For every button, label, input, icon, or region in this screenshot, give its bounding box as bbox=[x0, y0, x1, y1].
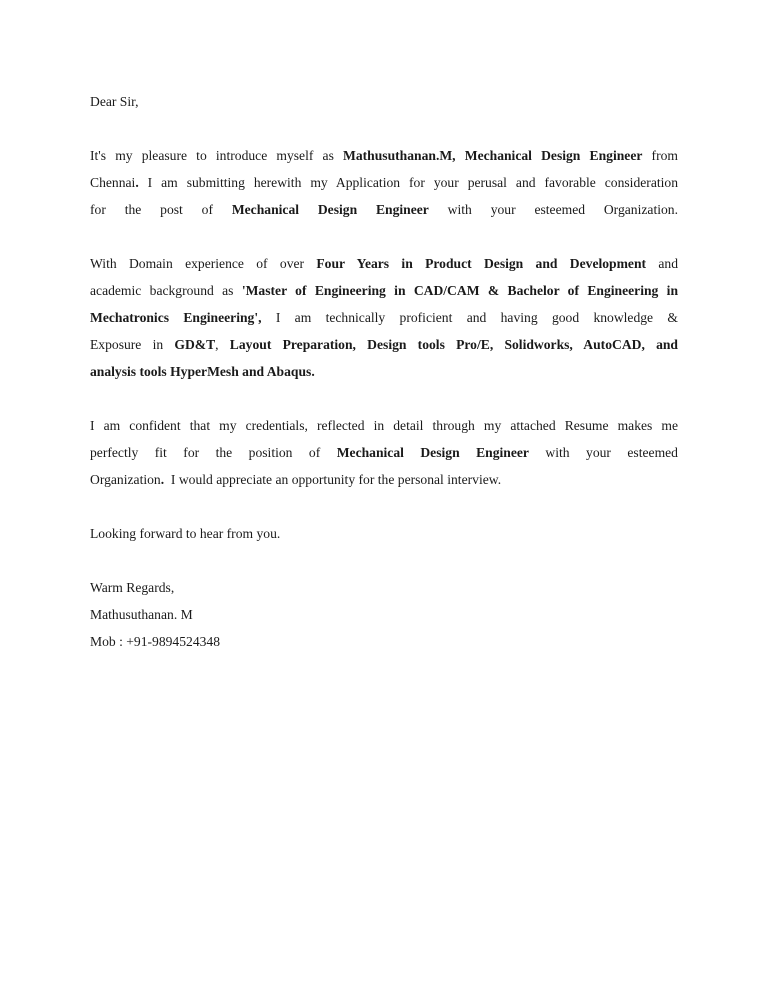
experience-line-1 bbox=[90, 250, 678, 277]
text-run: I would appreciate an opportunity for the personal interview. bbox=[164, 472, 502, 487]
text-run: Organization bbox=[90, 472, 161, 487]
experience-highlight: Four Years in Product Design and Development bbox=[316, 256, 647, 271]
skill-highlight: GD&T bbox=[174, 337, 216, 352]
text-run: and bbox=[646, 256, 679, 271]
paragraph-gap bbox=[90, 223, 678, 250]
text-run: perfectly fit for the position of bbox=[90, 445, 337, 460]
text-run: with your esteemed bbox=[528, 445, 678, 460]
confidence-paragraph bbox=[90, 412, 678, 493]
salutation: Dear Sir, bbox=[90, 94, 139, 109]
signature-name: Mathusuthanan. M bbox=[90, 607, 193, 622]
text-run: for the post of bbox=[90, 202, 232, 217]
period: . bbox=[135, 175, 139, 190]
tools-highlight: analysis tools HyperMesh and Abaqus. bbox=[90, 364, 315, 379]
text-run: with your esteemed Organization. bbox=[428, 202, 678, 217]
closing-line: Looking forward to hear from you. bbox=[90, 526, 281, 541]
text-run: from bbox=[642, 148, 678, 163]
experience-line-3 bbox=[90, 304, 678, 331]
experience-line-2 bbox=[90, 277, 678, 304]
skills-highlight: Layout Preparation, Design tools Pro/E, Solidworks, AutoCAD, and bbox=[229, 337, 678, 352]
paragraph-gap bbox=[90, 547, 678, 574]
period: . bbox=[160, 472, 165, 487]
regards: Warm Regards, bbox=[90, 580, 175, 595]
intro-line-1 bbox=[90, 142, 678, 169]
position-title: Mechanical Design Engineer bbox=[231, 202, 429, 217]
experience-paragraph bbox=[90, 250, 678, 385]
cover-letter bbox=[90, 88, 678, 655]
paragraph-gap bbox=[90, 493, 678, 520]
intro-line-2 bbox=[90, 169, 678, 196]
confidence-line-3 bbox=[90, 466, 678, 493]
experience-line-4 bbox=[90, 331, 678, 358]
city: Chennai bbox=[90, 175, 136, 190]
applicant-name-title: Mathusuthanan.M, Mechanical Design Engineer bbox=[343, 148, 643, 163]
intro-paragraph bbox=[90, 142, 678, 223]
confidence-line-1: I am confident that my credentials, reflected in detail through my attached Resume makes me bbox=[90, 418, 678, 433]
text-run: It's my pleasure to introduce myself as bbox=[90, 148, 344, 163]
text-run: Exposure in bbox=[90, 337, 175, 352]
text-run: , bbox=[215, 337, 230, 352]
intro-line-3 bbox=[90, 196, 678, 223]
degree-highlight: 'Master of Engineering in CAD/CAM & Bachelor of Engineering in bbox=[241, 283, 679, 298]
experience-line-5 bbox=[90, 358, 678, 385]
degree-highlight: Mechatronics Engineering', bbox=[90, 310, 262, 325]
mobile-number: Mob : +91-9894524348 bbox=[90, 634, 221, 649]
paragraph-gap bbox=[90, 385, 678, 412]
paragraph-gap bbox=[90, 115, 678, 142]
confidence-line-2 bbox=[90, 439, 678, 466]
position-title: Mechanical Design Engineer bbox=[336, 445, 529, 460]
text-run: With Domain experience of over bbox=[90, 256, 317, 271]
text-run: I am technically proficient and having good knowledge & bbox=[261, 310, 678, 325]
text-run: I am submitting herewith my Application for your perusal and favorable consideration bbox=[138, 175, 678, 190]
text-run: academic background as bbox=[90, 283, 242, 298]
